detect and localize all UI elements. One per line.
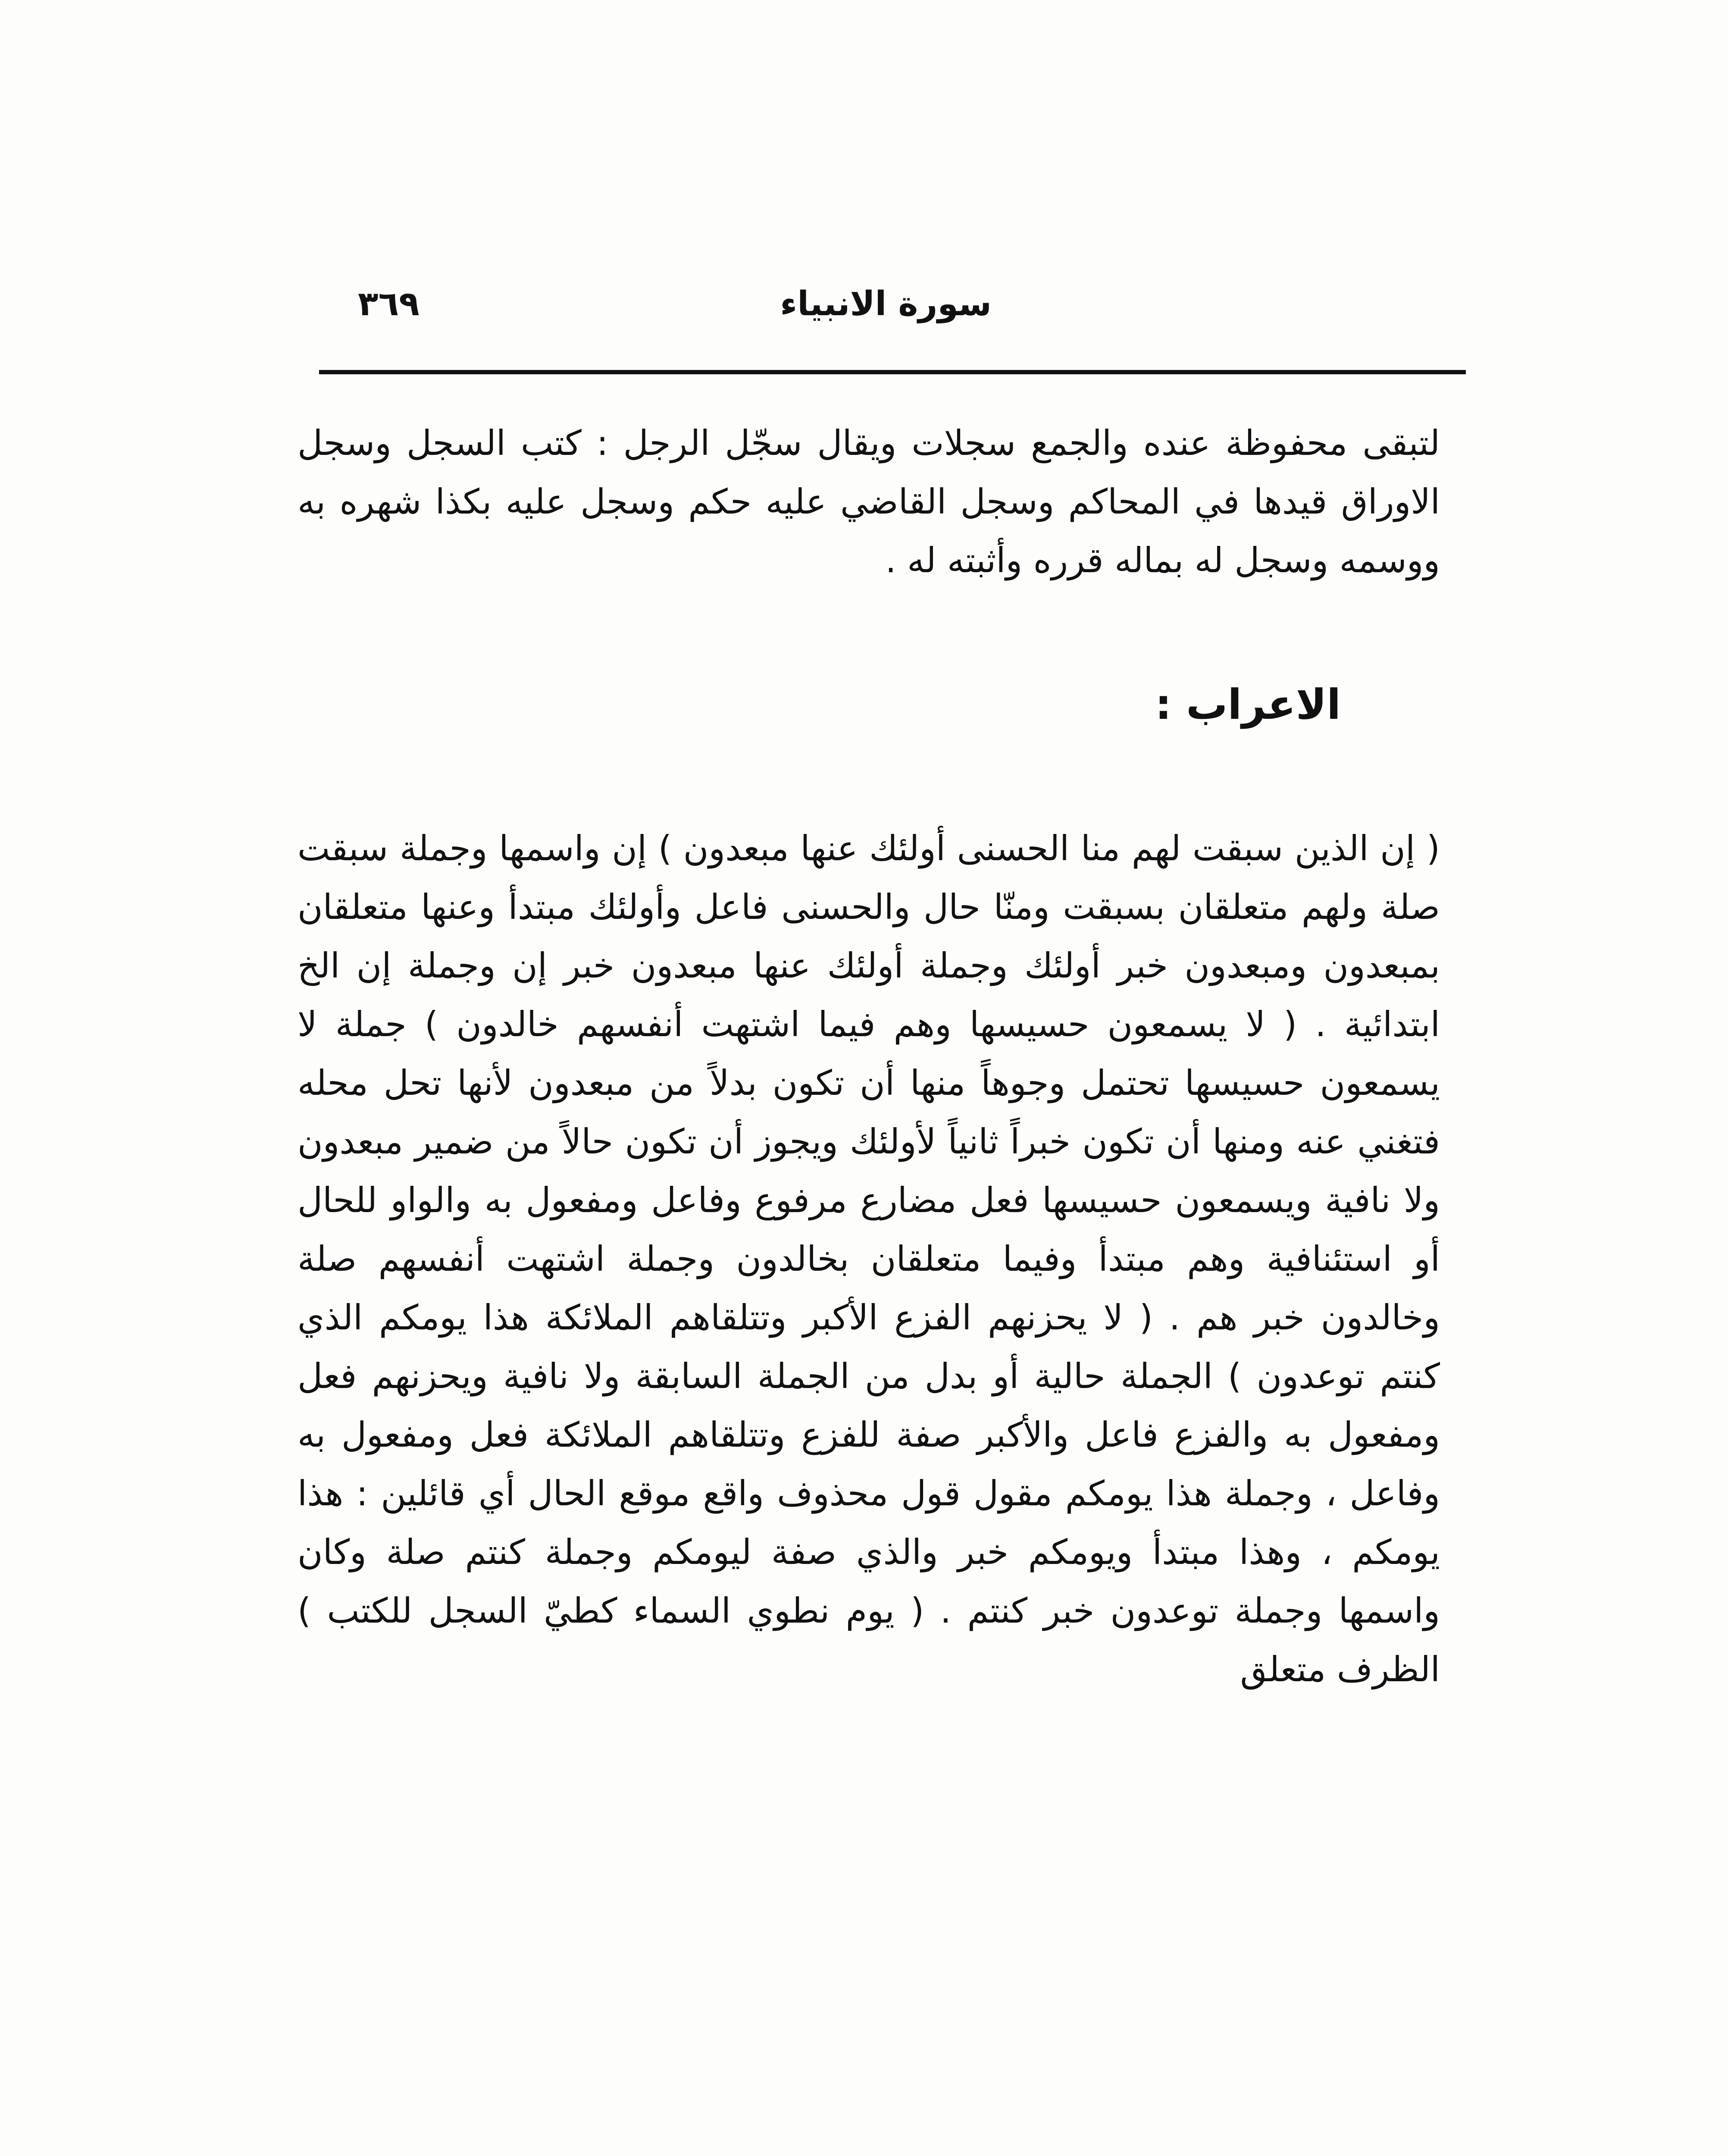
section-heading: الاعراب : bbox=[1155, 680, 1341, 729]
page-header bbox=[319, 276, 1466, 341]
header-rule bbox=[319, 370, 1466, 374]
page-number: ٣٦٩ bbox=[358, 285, 419, 323]
main-paragraph: ( إن الذين سبقت لهم منا الحسنى أولئك عنها مبعدون ) إن واسمها وجملة سبقت صلة ولهم متعلقان بسبقت ومنّا حال والحسنى فاعل وأولئك مبتدأ وعنها متعلقان بمبعدون ومبعدون خبر أولئك وجملة أولئك عنها مبعدون خبر إن وجملة إن الخ ابتدائية . ( لا يسمعون حسيسها وهم فيما اشتهت أنفسهم خالدون ) جملة لا يسمعون حسيسها تحتمل وجوهاً منها أن تكون بدلاً من مبعدون لأنها تحل محله فتغني عنه ومنها أن تكون خبراً ثانياً لأولئك ويجوز أن تكون حالاً من ضمير مبعدون ولا نافية ويسمعون حسيسها فعل مضارع مرفوع وفاعل ومفعول به والواو للحال أو استئنافية وهم مبتدأ وفيما متعلقان بخالدون وجملة اشتهت أنفسهم صلة وخالدون خبر هم . ( لا يحزنهم الفزع الأكبر وتتلقاهم الملائكة هذا يومكم الذي كنتم توعدون ) الجملة حالية أو بدل من الجملة السابقة ولا نافية ويحزنهم فعل ومفعول به والفزع فاعل والأكبر صفة للفزع وتتلقاهم الملائكة فعل ومفعول به وفاعل ، وجملة هذا يومكم مقول قول محذوف واقع موقع الحال أي قائلين : هذا يومكم ، وهذا مبتدأ ويومكم خبر والذي صفة ليومكم وجملة كنتم صلة وكان واسمها وجملة توعدون خبر كنتم . ( يوم نطوي السماء كطيّ السجل للكتب ) الظرف متعلق bbox=[297, 828, 1440, 1689]
page-body bbox=[297, 414, 1440, 1699]
intro-paragraph: لتبقى محفوظة عنده والجمع سجلات ويقال سجّل الرجل : كتب السجل وسجل الاوراق قيدها في المحاكم وسجل القاضي عليه حكم وسجل عليه بكذا شهره به ووسمه وسجل له بماله قرره وأثبته له . bbox=[297, 423, 1440, 580]
running-title: سورة الانبياء bbox=[780, 285, 992, 323]
